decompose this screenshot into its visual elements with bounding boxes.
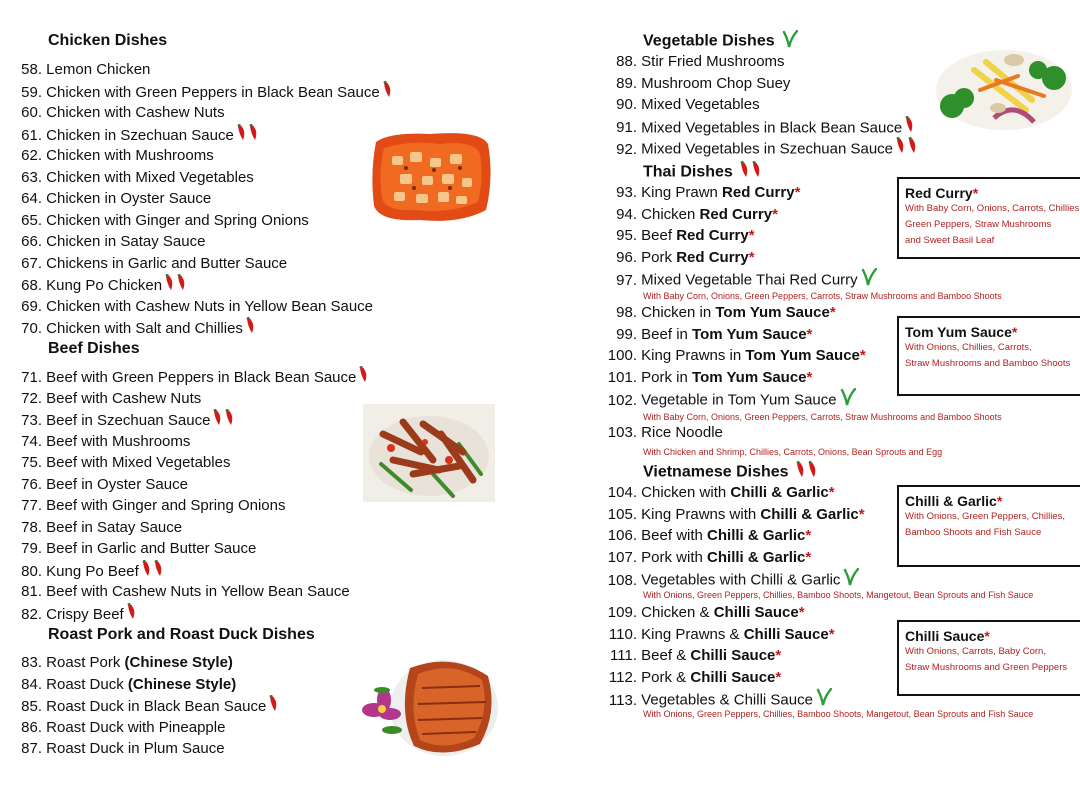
box-line: Bamboo Shoots and Fish Sauce — [905, 527, 1042, 538]
menu-item-sauce: Chilli Sauce — [713, 603, 799, 621]
menu-item-sauce: Chilli Sauce — [743, 625, 829, 643]
menu-item-number: 88. — [616, 53, 637, 70]
asterisk-marker: * — [859, 347, 866, 365]
asterisk-marker: * — [805, 548, 812, 566]
box-line: Straw Mushrooms and Bamboo Shoots — [905, 358, 1071, 369]
menu-item — [18, 317, 397, 339]
menu-item-number: 91. — [616, 119, 637, 137]
menu-item-name: Chicken — [641, 205, 700, 223]
menu-item-name: Vegetable in Tom Yum Sauce — [641, 391, 837, 409]
menu-item-number: 58. — [21, 61, 42, 78]
menu-item — [18, 409, 373, 431]
menu-item-number: 93. — [616, 184, 637, 201]
menu-item-sauce: Chilli Sauce — [690, 647, 776, 665]
menu-item-name: Beef with Green Peppers in Black Bean Sauce — [46, 369, 357, 387]
vietnamese-dishes-title: Vietnamese Dishes — [643, 463, 789, 481]
asterisk-marker: * — [858, 505, 865, 523]
vegetable-dishes-list — [605, 51, 922, 159]
menu-item — [605, 667, 865, 689]
menu-item — [605, 302, 877, 324]
vegetable-dish-photo — [934, 40, 1074, 132]
menu-item-name: Beef with Ginger and Spring Onions — [46, 497, 286, 514]
menu-item-name: Mixed Vegetables in Black Bean Sauce — [641, 119, 903, 137]
menu-item-sauce: Tom Yum Sauce — [692, 368, 807, 386]
menu-item-sauce: Red Curry — [722, 184, 795, 201]
thai-dishes-title: Thai Dishes — [643, 163, 733, 181]
menu-item-name: Roast Duck — [46, 675, 128, 693]
menu-item-number: 62. — [21, 147, 42, 164]
menu-item-number: 87. — [21, 740, 42, 757]
menu-item-number: 65. — [21, 211, 42, 229]
box-line: With Onions, Green Peppers, Chillies, — [905, 511, 1065, 522]
menu-item-sauce: Red Curry — [676, 227, 749, 245]
vegetarian-leaf-icon — [861, 268, 877, 293]
vietnamese-dishes-heading — [643, 461, 822, 484]
box-line: Straw Mushrooms and Green Peppers — [905, 662, 1068, 673]
menu-item-number: 83. — [21, 654, 42, 671]
vegetable-dishes-heading — [643, 30, 798, 53]
menu-item-name: Beef with Cashew Nuts — [46, 389, 202, 407]
menu-item-number: 77. — [21, 497, 42, 514]
red-curry-box-title: Red Curry* — [905, 185, 979, 201]
menu-item-number: 66. — [21, 233, 42, 250]
menu-item-number: 59. — [21, 83, 42, 101]
menu-item-name: Kung Po Beef — [46, 562, 139, 580]
menu-item — [18, 581, 373, 603]
menu-item — [18, 253, 397, 275]
menu-item — [605, 247, 877, 269]
menu-item — [18, 274, 397, 296]
menu-item-name: Beef in — [641, 325, 693, 343]
menu-item-name: Chicken in Satay Sauce — [46, 233, 206, 250]
menu-item-number: 90. — [616, 96, 637, 114]
chili-pepper-icon — [244, 317, 260, 342]
menu-item-name: Chicken in Szechuan Sauce — [46, 126, 234, 144]
menu-item-number: 98. — [616, 303, 637, 321]
menu-item-name: Chickens in Garlic and Butter Sauce — [46, 254, 288, 272]
menu-item-number: 72. — [21, 389, 42, 407]
menu-item-name: Roast Duck with Pineapple — [46, 718, 226, 736]
menu-item — [18, 452, 373, 474]
menu-item — [605, 547, 865, 569]
menu-item — [605, 137, 922, 159]
menu-item-name: Beef with Cashew Nuts in Yellow Bean Sauce — [46, 583, 350, 600]
menu-item-number: 60. — [21, 104, 42, 121]
menu-item-number: 101. — [607, 368, 637, 386]
menu-item-number: 112. — [608, 668, 637, 686]
menu-item — [18, 388, 373, 410]
box-line: Green Peppers, Straw Mushrooms — [905, 219, 1052, 230]
roast-duck-photo — [352, 652, 504, 760]
menu-item-name: Chicken with Ginger and Spring Onions — [46, 211, 309, 229]
menu-item-number: 105. — [607, 505, 637, 523]
vegetarian-leaf-icon — [840, 388, 856, 413]
asterisk-marker: * — [806, 368, 813, 386]
menu-item-sauce: Red Curry — [676, 248, 749, 266]
menu-item — [18, 81, 397, 103]
menu-item — [18, 652, 283, 674]
chili-pepper-icon — [894, 137, 922, 162]
menu-item-name: Beef with — [641, 527, 708, 545]
asterisk-marker: * — [775, 647, 782, 665]
menu-item-number: 102. — [607, 391, 637, 409]
item-108-description: With Onions, Green Peppers, Chillies, Bamboo Shoots, Mangetout, Bean Sprouts and Fish Sauce — [643, 590, 1034, 600]
menu-item-number: 94. — [616, 205, 637, 223]
menu-item-number: 61. — [21, 126, 42, 144]
chilli-sauce-info-box — [897, 620, 1080, 696]
chicken-dishes-list — [18, 59, 397, 339]
menu-item-number: 113. — [608, 691, 637, 709]
asterisk-marker: * — [775, 668, 782, 686]
menu-item-name: Chicken with — [641, 484, 731, 501]
item-97-description: With Baby Corn, Onions, Green Peppers, Carrots, Straw Mushrooms and Bamboo Shoots — [643, 291, 1002, 301]
menu-item-number: 81. — [21, 583, 42, 600]
menu-item — [18, 59, 397, 81]
menu-item — [18, 188, 397, 210]
menu-item-name: Vegetables & Chilli Sauce — [641, 691, 813, 709]
menu-item-name: Beef with Mushrooms — [46, 432, 191, 450]
menu-item — [605, 268, 877, 290]
asterisk-marker: * — [828, 484, 835, 501]
menu-item-sauce: (Chinese Style) — [124, 654, 233, 671]
menu-item-number: 100. — [607, 347, 637, 365]
menu-item — [18, 296, 397, 318]
menu-item — [605, 645, 865, 667]
menu-item-number: 63. — [21, 168, 42, 186]
menu-item-sauce: Tom Yum Sauce — [692, 325, 807, 343]
thai-dishes-list — [605, 182, 877, 444]
menu-item — [605, 568, 865, 590]
menu-item-name: Chicken with Cashew Nuts — [46, 104, 225, 121]
red-curry-info-box — [897, 177, 1080, 259]
menu-item-number: 108. — [607, 571, 637, 589]
menu-item-name: Chicken & — [641, 603, 714, 621]
menu-item-number: 67. — [21, 254, 42, 272]
vegetable-dishes-title: Vegetable Dishes — [643, 32, 775, 50]
menu-item-name: Pork — [641, 248, 677, 266]
chili-pepper-icon — [794, 461, 822, 484]
menu-item — [18, 538, 373, 560]
asterisk-marker: * — [748, 227, 755, 245]
menu-item-number: 96. — [616, 248, 637, 266]
menu-item-number: 68. — [21, 277, 42, 295]
menu-item-number: 103. — [607, 423, 637, 441]
menu-item-name: Roast Pork — [46, 654, 125, 671]
box-line: With Baby Corn, Onions, Carrots, Chillies — [905, 203, 1080, 214]
menu-item — [605, 525, 865, 547]
chili-pepper-icon — [125, 603, 141, 628]
menu-item — [18, 717, 283, 739]
asterisk-marker: * — [772, 205, 778, 223]
menu-item-number: 82. — [21, 605, 42, 623]
menu-item — [605, 482, 865, 504]
menu-item-number: 86. — [21, 718, 42, 736]
tom-yum-box-title: Tom Yum Sauce* — [905, 324, 1018, 340]
menu-item-sauce: Chilli & Garlic — [730, 484, 829, 501]
menu-item-number: 69. — [21, 297, 42, 315]
item-103-description: With Chicken and Shrimp, Chillies, Carrots, Onions, Bean Sprouts and Egg — [643, 447, 943, 457]
menu-item-sauce: Chilli & Garlic — [707, 527, 806, 545]
menu-item-name: King Prawn — [641, 184, 723, 201]
menu-item-name: Pork with — [641, 548, 708, 566]
asterisk-marker: * — [805, 527, 812, 545]
menu-item-number: 95. — [616, 227, 637, 245]
roast-dishes-heading: Roast Pork and Roast Duck Dishes — [48, 626, 315, 643]
menu-item-number: 71. — [21, 369, 42, 387]
thai-dishes-heading — [643, 161, 766, 184]
menu-item — [605, 422, 877, 444]
menu-item — [18, 431, 373, 453]
chilli-sauce-box-title: Chilli Sauce* — [905, 628, 990, 644]
menu-item-name: Mixed Vegetables in Szechuan Sauce — [641, 140, 894, 158]
menu-item-name: Roast Duck in Black Bean Sauce — [46, 698, 267, 716]
menu-item — [18, 695, 283, 717]
menu-item-name: Beef — [641, 227, 677, 245]
asterisk-marker: * — [829, 303, 836, 321]
item-102-description: With Baby Corn, Onions, Green Peppers, Carrots, Straw Mushrooms and Bamboo Shoots — [643, 412, 1002, 422]
menu-item — [18, 738, 283, 760]
menu-item — [605, 204, 877, 226]
tom-yum-info-box — [897, 316, 1080, 396]
menu-item-name: Chicken with Mixed Vegetables — [46, 168, 254, 186]
menu-item-name: Chicken in — [641, 303, 716, 321]
menu-item-number: 74. — [21, 432, 42, 450]
menu-item-number: 76. — [21, 475, 42, 493]
menu-item-name: Beef & — [641, 647, 691, 665]
menu-item-sauce: Tom Yum Sauce — [715, 303, 830, 321]
menu-item-name: Pork & — [641, 668, 691, 686]
menu-item-number: 78. — [21, 518, 42, 536]
menu-item-name: Beef with Mixed Vegetables — [46, 454, 231, 471]
menu-item-name: Rice Noodle — [641, 423, 723, 441]
menu-item — [18, 124, 397, 146]
menu-item-sauce: Chilli & Garlic — [707, 548, 806, 566]
menu-item-name: Beef in Garlic and Butter Sauce — [46, 540, 257, 557]
menu-item-sauce: (Chinese Style) — [127, 675, 237, 693]
menu-item-number: 109. — [607, 603, 637, 621]
menu-item — [18, 674, 283, 696]
beef-dishes-heading: Beef Dishes — [48, 340, 140, 357]
beef-dish-photo — [363, 404, 495, 502]
menu-item-number: 104. — [607, 484, 637, 501]
menu-item — [605, 225, 877, 247]
menu-item-sauce: Red Curry — [699, 205, 773, 223]
menu-item — [605, 73, 922, 95]
menu-item-name: Chicken with Salt and Chillies — [46, 320, 243, 338]
menu-item — [18, 366, 373, 388]
menu-item-number: 64. — [21, 190, 42, 207]
menu-item-number: 70. — [21, 320, 42, 338]
menu-item-name: Vegetables with Chilli & Garlic — [641, 571, 841, 589]
menu-item-name: Pork in — [641, 368, 693, 386]
menu-item-sauce: Chilli & Garlic — [760, 505, 859, 523]
asterisk-marker: * — [828, 625, 835, 643]
menu-item-number: 92. — [616, 140, 637, 158]
menu-item — [605, 388, 877, 410]
menu-item-name: King Prawns & — [641, 625, 744, 643]
menu-item-name: Kung Po Chicken — [46, 277, 163, 295]
menu-item-number: 97. — [616, 271, 637, 289]
vegetarian-leaf-icon — [782, 30, 798, 53]
menu-item — [18, 102, 397, 124]
menu-item — [605, 182, 877, 204]
menu-item-name: Beef in Oyster Sauce — [46, 475, 188, 493]
menu-item-name: Chicken with Green Peppers in Black Bean Sauce — [46, 83, 380, 101]
menu-item-name: Roast Duck in Plum Sauce — [46, 740, 225, 757]
menu-item — [18, 145, 397, 167]
chili-pepper-icon — [738, 161, 766, 184]
menu-item-name: Beef in Szechuan Sauce — [46, 412, 211, 430]
menu-item-number: 110. — [608, 625, 637, 643]
menu-item — [605, 624, 865, 646]
menu-item-name: Chicken in Oyster Sauce — [46, 190, 212, 207]
menu-item — [605, 345, 877, 367]
menu-item — [605, 602, 865, 624]
asterisk-marker: * — [798, 603, 805, 621]
menu-item-number: 107. — [607, 548, 637, 566]
menu-item-number: 75. — [21, 454, 42, 471]
menu-item — [605, 324, 877, 346]
menu-item-name: Beef in Satay Sauce — [46, 518, 183, 536]
roast-dishes-list — [18, 652, 283, 760]
menu-item-name: Crispy Beef — [46, 605, 124, 623]
menu-item-name: Mixed Vegetables — [641, 96, 760, 114]
menu-item — [605, 504, 865, 526]
menu-item — [18, 560, 373, 582]
menu-item — [605, 688, 865, 710]
menu-item-number: 84. — [21, 675, 42, 693]
chilli-garlic-box-title: Chilli & Garlic* — [905, 493, 1003, 509]
menu-item-name: Mushroom Chop Suey — [641, 74, 791, 92]
menu-item — [18, 474, 373, 496]
menu-item — [18, 495, 373, 517]
menu-item-number: 99. — [616, 325, 637, 343]
menu-item — [18, 231, 397, 253]
menu-item-number: 73. — [21, 412, 42, 430]
chicken-dish-photo — [370, 128, 494, 226]
menu-item — [18, 603, 373, 625]
menu-item-number: 111. — [610, 647, 637, 665]
box-line: and Sweet Basil Leaf — [905, 235, 995, 246]
menu-item-name: Mixed Vegetable Thai Red Curry — [641, 271, 858, 289]
menu-item-name: King Prawns in — [641, 347, 746, 365]
menu-item-name: Chicken with Cashew Nuts in Yellow Bean Sauce — [46, 297, 374, 315]
box-line: With Onions, Chillies, Carrots, — [905, 342, 1032, 353]
menu-item — [18, 210, 397, 232]
menu-item-name: Lemon Chicken — [46, 61, 151, 78]
menu-item-sauce: Tom Yum Sauce — [745, 347, 860, 365]
beef-dishes-list — [18, 366, 373, 624]
menu-item-number: 79. — [21, 540, 42, 557]
menu-item-number: 89. — [616, 74, 637, 92]
menu-item — [605, 116, 922, 138]
asterisk-marker: * — [806, 325, 813, 343]
menu-item — [18, 517, 373, 539]
menu-item-name: Chicken with Mushrooms — [46, 147, 214, 164]
asterisk-marker: * — [748, 248, 755, 266]
menu-item — [605, 367, 877, 389]
menu-item — [605, 51, 922, 73]
menu-item — [605, 94, 922, 116]
asterisk-marker: * — [794, 184, 801, 201]
menu-item-name: Stir Fried Mushrooms — [641, 53, 785, 70]
menu-item-number: 85. — [21, 698, 42, 716]
menu-item-number: 80. — [21, 562, 42, 580]
item-113-description: With Onions, Green Peppers, Chillies, Bamboo Shoots, Mangetout, Bean Sprouts and Fish Sauce — [643, 709, 1034, 719]
chicken-dishes-heading: Chicken Dishes — [48, 32, 168, 49]
menu-item-number: 106. — [607, 527, 637, 545]
menu-item — [18, 167, 397, 189]
chilli-garlic-info-box — [897, 485, 1080, 567]
menu-item-name: King Prawns with — [641, 505, 761, 523]
menu-item-sauce: Chilli Sauce — [690, 668, 776, 686]
box-line: With Onions, Carrots, Baby Corn, — [905, 646, 1046, 657]
